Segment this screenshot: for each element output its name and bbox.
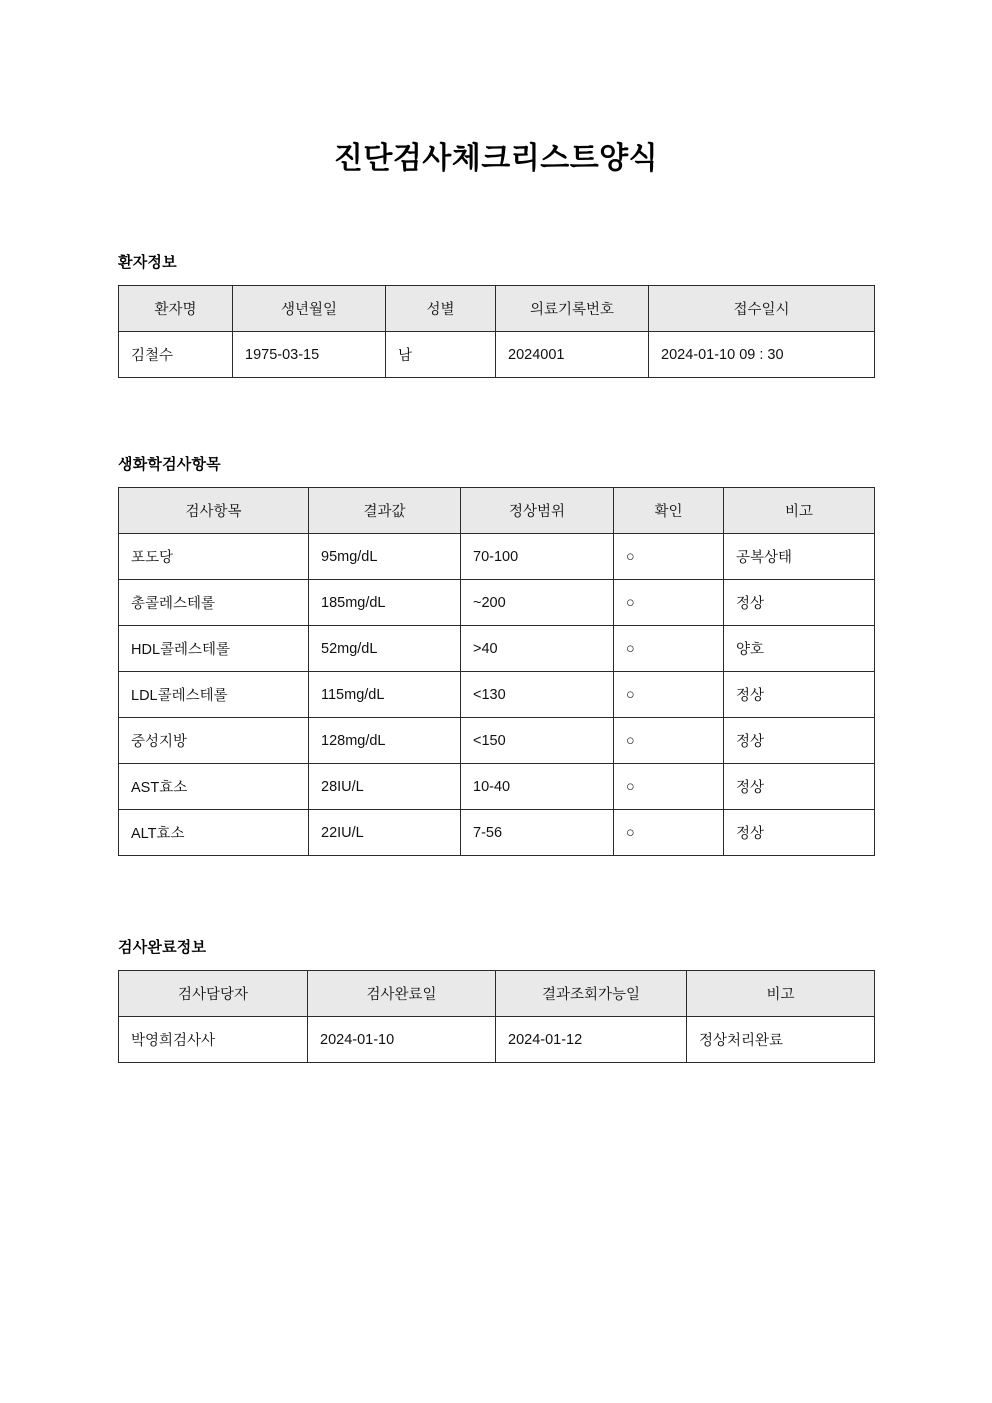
biochemistry-section (118, 453, 874, 856)
section-heading-completion: 검사완료정보 (118, 939, 207, 956)
circle-mark-icon[interactable]: ○ (614, 626, 724, 672)
table-row (119, 718, 875, 764)
cell-result-value: 115mg/dL (309, 672, 461, 718)
circle-mark-icon[interactable]: ○ (614, 534, 724, 580)
cell-gender: 남 (386, 332, 496, 378)
section-heading-patient: 환자정보 (118, 254, 177, 271)
cell-test-item: 중성지방 (119, 718, 309, 764)
table-row (119, 580, 875, 626)
table-row (119, 810, 875, 856)
cell-normal-range: >40 (461, 626, 614, 672)
circle-mark-icon[interactable]: ○ (614, 672, 724, 718)
cell-note: 양호 (724, 626, 875, 672)
cell-test-item: ALT효소 (119, 810, 309, 856)
cell-note: 정상 (724, 580, 875, 626)
cell-patient-name: 김철수 (119, 332, 233, 378)
table-row (119, 1017, 875, 1063)
cell-completion-date: 2024-01-10 (308, 1017, 496, 1063)
table-header-row (119, 971, 875, 1017)
cell-normal-range: <150 (461, 718, 614, 764)
column-header-medical-record-no: 의료기록번호 (496, 286, 649, 332)
column-header-inspector: 검사담당자 (119, 971, 308, 1017)
circle-mark-icon[interactable]: ○ (614, 580, 724, 626)
column-header-completion-date: 검사완료일 (308, 971, 496, 1017)
column-header-confirm: 확인 (614, 488, 724, 534)
cell-result-value: 185mg/dL (309, 580, 461, 626)
section-heading-biochemistry: 생화학검사항목 (118, 456, 221, 473)
cell-reception-datetime: 2024-01-10 09 : 30 (649, 332, 875, 378)
column-header-gender: 성별 (386, 286, 496, 332)
cell-normal-range: 7-56 (461, 810, 614, 856)
table-header-row (119, 488, 875, 534)
cell-result-value: 52mg/dL (309, 626, 461, 672)
table-header-row (119, 286, 875, 332)
cell-birthdate: 1975-03-15 (233, 332, 386, 378)
cell-test-item: 포도당 (119, 534, 309, 580)
cell-test-item: LDL콜레스테롤 (119, 672, 309, 718)
column-header-note: 비고 (687, 971, 875, 1017)
column-header-result-available-date: 결과조회가능일 (496, 971, 687, 1017)
column-header-test-item: 검사항목 (119, 488, 309, 534)
biochemistry-table (118, 487, 875, 856)
circle-mark-icon[interactable]: ○ (614, 810, 724, 856)
table-row (119, 672, 875, 718)
cell-note: 정상 (724, 764, 875, 810)
cell-medical-record-no: 2024001 (496, 332, 649, 378)
cell-note: 정상처리완료 (687, 1017, 875, 1063)
cell-result-available-date: 2024-01-12 (496, 1017, 687, 1063)
cell-note: 정상 (724, 810, 875, 856)
cell-result-value: 95mg/dL (309, 534, 461, 580)
cell-result-value: 22IU/L (309, 810, 461, 856)
cell-test-item: HDL콜레스테롤 (119, 626, 309, 672)
column-header-result-value: 결과값 (309, 488, 461, 534)
cell-normal-range: ~200 (461, 580, 614, 626)
cell-normal-range: 10-40 (461, 764, 614, 810)
column-header-birthdate: 생년월일 (233, 286, 386, 332)
patient-info-section (118, 251, 874, 378)
cell-inspector: 박영희검사사 (119, 1017, 308, 1063)
completion-info-section (118, 936, 874, 1063)
cell-note: 공복상태 (724, 534, 875, 580)
cell-normal-range: <130 (461, 672, 614, 718)
cell-note: 정상 (724, 718, 875, 764)
cell-result-value: 28IU/L (309, 764, 461, 810)
circle-mark-icon[interactable]: ○ (614, 764, 724, 810)
patient-info-table (118, 285, 875, 378)
table-row (119, 626, 875, 672)
column-header-normal-range: 정상범위 (461, 488, 614, 534)
cell-test-item: AST효소 (119, 764, 309, 810)
column-header-patient-name: 환자명 (119, 286, 233, 332)
cell-normal-range: 70-100 (461, 534, 614, 580)
cell-result-value: 128mg/dL (309, 718, 461, 764)
column-header-note: 비고 (724, 488, 875, 534)
table-row (119, 534, 875, 580)
table-row (119, 332, 875, 378)
page-title: 진단검사체크리스트양식 (333, 142, 659, 175)
cell-test-item: 총콜레스테롤 (119, 580, 309, 626)
cell-note: 정상 (724, 672, 875, 718)
circle-mark-icon[interactable]: ○ (614, 718, 724, 764)
table-row (119, 764, 875, 810)
completion-info-table (118, 970, 875, 1063)
column-header-reception-datetime: 접수일시 (649, 286, 875, 332)
